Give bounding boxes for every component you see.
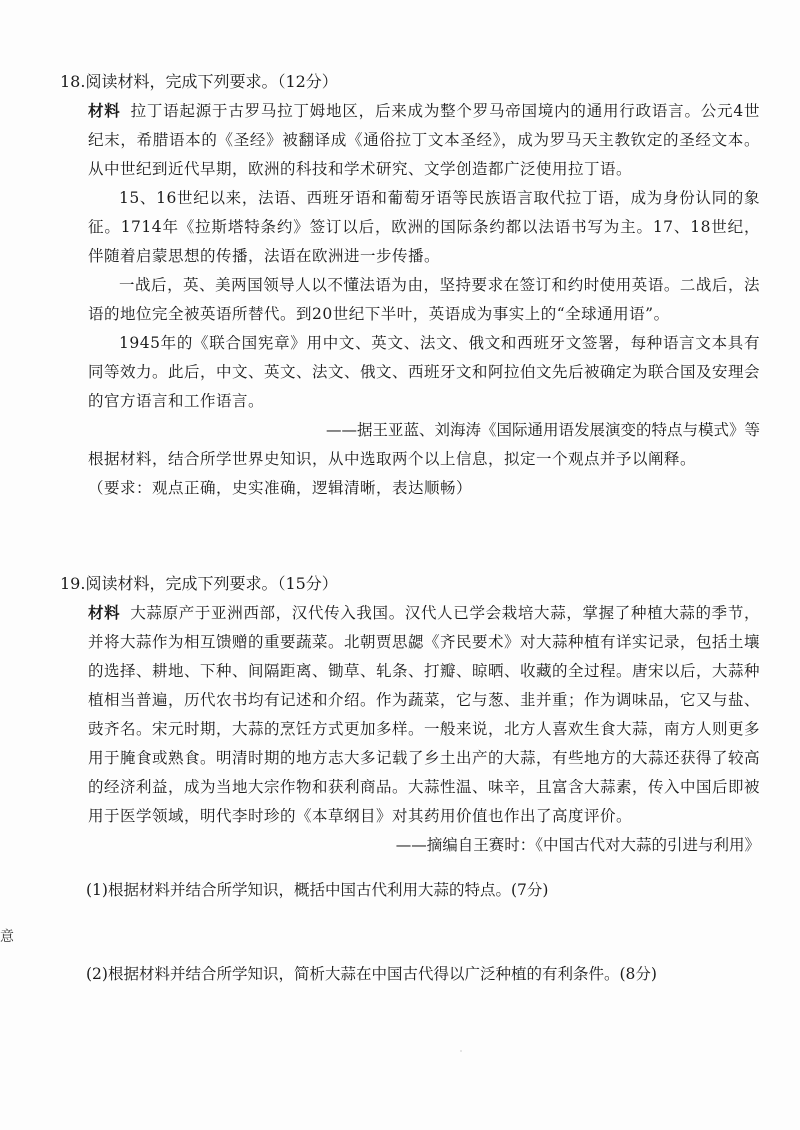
sub-question-2: (2)根据材料并结合所学知识，简析大蒜在中国古代得以广泛种植的有利条件。(8分) (86, 965, 657, 983)
sub-question-1: (1)根据材料并结合所学知识，概括中国古代利用大蒜的特点。(7分) (86, 881, 549, 899)
question-19 (60, 570, 760, 860)
scan-speck (460, 1050, 462, 1052)
material-paragraph (60, 598, 760, 831)
question-18 (60, 68, 760, 503)
material-paragraph: 1945年的《联合国宪章》用中文、英文、法文、俄文和西班牙文签署，每种语言文本具有同等效力。此后，中文、英文、法文、俄文、西班牙文和阿拉伯文先后被确定为联合国及安理会的官方语言和工作语言。 (88, 334, 761, 410)
material-source: ——据王亚蓝、刘海涛《国际通用语发展演变的特点与模式》等 (325, 421, 760, 439)
material-paragraph: 一战后，英、美两国领导人以不懂法语为由，坚持要求在签订和约时使用英语。二战后，法语的地位完全被英语所替代。到20世纪下半叶，英语成为事实上的“全球通用语”。 (88, 276, 760, 323)
material-text: 大蒜原产于亚洲西部，汉代传入我国。汉代人已学会栽培大蒜，掌握了种植大蒜的季节，并将大蒜作为相互馈赠的重要蔬菜。北朝贾思勰《齐民要术》对大蒜种植有详实记录，包括土壤的选择、耕地、下种、间隔距离、锄草、轧条、打瓣、晾晒、收藏的全过程。唐宋以后，大蒜种植相当普遍，历代农书均有记述和介绍。作为蔬菜，它与葱、韭并重；作为调味品，它又与盐、豉齐名。宋元时期，大蒜的烹饪方式更加多样。一般来说，北方人喜欢生食大蒜，南方人则更多用于腌食或熟食。明清时期的地方志大多记载了乡土出产的大蒜，有些地方的大蒜还获得了较高的经济利益，成为当地大宗作物和获利商品。大蒜性温、味辛，且富含大蒜素，传入中国后即被用于医学领域，明代李时珍的《本草纲目》对其药用价值也作出了高度评价。 (88, 604, 761, 825)
margin-fragment: 意 (0, 929, 14, 945)
question-task: 根据材料，结合所学世界史知识，从中选取两个以上信息，拟定一个观点并予以阐释。 (88, 450, 697, 468)
material-paragraph (60, 96, 760, 184)
material-text: 拉丁语起源于古罗马拉丁姆地区，后来成为整个罗马帝国境内的通用行政语言。公元4世纪末，希腊语本的《圣经》被翻译成《通俗拉丁文本圣经》，成为罗马天主教钦定的圣经文本。从中世纪到近代早期，欧洲的科技和学术研究、文学创造都广泛使用拉丁语。 (88, 102, 760, 178)
material-paragraph: 15、16世纪以来，法语、西班牙语和葡萄牙语等民族语言取代拉丁语，成为身份认同的象征。1714年《拉斯塔特条约》签订以后，欧洲的国际条约都以法语书写为主。17、18世纪，伴随着启蒙思想的传播，法语在欧洲进一步传播。 (88, 189, 760, 265)
material-source: ——摘编自王赛时：《中国古代对大蒜的引进与利用》 (395, 836, 760, 854)
question-19-title: 19.阅读材料，完成下列要求。（15分） (60, 574, 338, 593)
material-label: 材料 (88, 603, 121, 622)
material-label: 材料 (88, 101, 121, 120)
question-18-title: 18.阅读材料，完成下列要求。（12分） (60, 72, 338, 91)
question-requirement: （要求：观点正确，史实准确，逻辑清晰，表达顺畅） (88, 479, 473, 497)
